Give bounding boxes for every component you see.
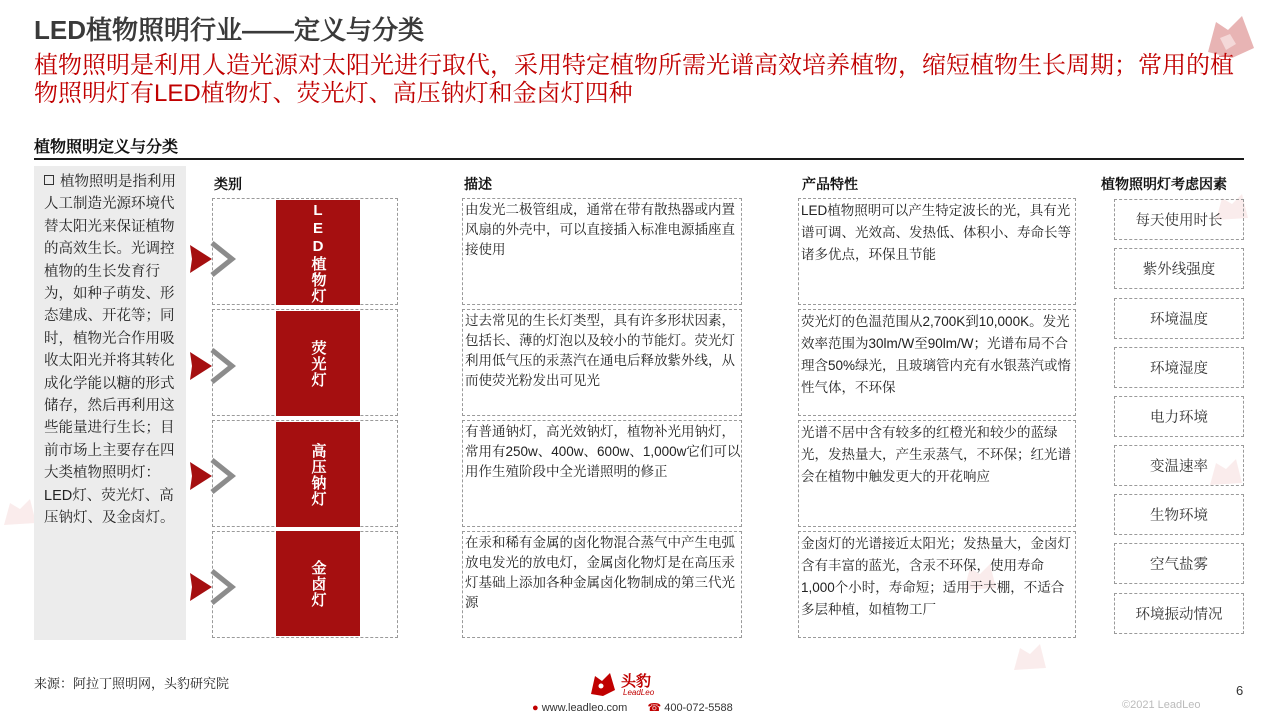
column-header-factors: 植物照明灯考虑因素 bbox=[1101, 176, 1227, 192]
page-subtitle: 植物照明是利用人造光源对太阳光进行取代，采用特定植物所需光谱高效培养植物，缩短植物生长周期；常用的植物照明灯有LED植物灯、荧光灯、高压钠灯和金卤灯四种 bbox=[34, 52, 1234, 107]
features-cell: 光谱不居中含有较多的红橙光和较少的蓝绿光，发热量大，产生汞蒸气，不环保；红光谱会在植物中触发更大的开花响应 bbox=[798, 420, 1076, 527]
logo-text-en: LeadLeo bbox=[623, 688, 655, 697]
chevron-right-icon bbox=[188, 237, 238, 281]
factor-item: 紫外线强度 bbox=[1114, 248, 1244, 289]
category-label: 金卤灯 bbox=[309, 559, 327, 608]
page-number: 6 bbox=[1236, 683, 1244, 698]
globe-icon: ● bbox=[532, 702, 539, 714]
features-cell: 金卤灯的光谱接近太阳光；发热量大，金卤灯含有丰富的蓝光，含汞不环保，使用寿命1,000个小时，寿命短；适用于大棚，不适合多层种植，如植物工厂 bbox=[798, 531, 1076, 638]
features-cell: LED植物照明可以产生特定波长的光，具有光谱可调、光效高、发热低、体积小、寿命长等诸多优点，环保且节能 bbox=[798, 198, 1076, 305]
source-note: 来源：阿拉丁照明网，头豹研究院 bbox=[34, 676, 230, 691]
page-title: LED植物照明行业——定义与分类 bbox=[34, 15, 425, 45]
footer-logo bbox=[588, 670, 688, 698]
description-cell: 有普通钠灯，高光效钠灯，植物补光用钠灯，常用有250w、400w、600w、1,000w它们可以用作生殖阶段中全光谱照明的修正 bbox=[462, 420, 742, 527]
factor-item: 每天使用时长 bbox=[1114, 199, 1244, 240]
column-header-category: 类别 bbox=[214, 176, 242, 192]
chevron-right-icon bbox=[188, 344, 238, 388]
factor-item: 环境温度 bbox=[1114, 298, 1244, 339]
definition-body: 植物照明是指利用人工制造光源环境代替太阳光来保证植物的高效生长。光调控植物的生长发育行为，如种子萌发、形态建成、开花等；同时，植物光合作用吸收太阳光并将其转化成化学能以糖的形式储存，然后再利用这些能量进行生长；目前市场上主要存在四大类植物照明灯：LED灯、荧光灯、高压钠灯、及金卤灯。 bbox=[44, 174, 176, 527]
factor-item: 电力环境 bbox=[1114, 396, 1244, 437]
section-divider bbox=[34, 158, 1244, 160]
chevron-right-icon bbox=[188, 565, 238, 609]
website-link[interactable]: www.leadleo.com bbox=[541, 702, 628, 714]
bullet-square-icon bbox=[44, 175, 54, 185]
description-cell: 由发光二极管组成，通常在带有散热器或内置风扇的外壳中，可以直接插入标准电源插座直接使用 bbox=[462, 198, 742, 305]
category-label: 高压钠灯 bbox=[309, 442, 327, 507]
description-cell: 过去常见的生长灯类型，具有许多形状因素，包括长、薄的灯泡以及较小的节能灯。荧光灯利用低气压的汞蒸汽在通电后释放紫外线，从而使荧光粉发出可见光 bbox=[462, 309, 742, 416]
leopard-logo-icon bbox=[588, 670, 618, 698]
column-header-description: 描述 bbox=[464, 176, 492, 192]
category-bar-hps bbox=[276, 422, 360, 527]
description-cell: 在汞和稀有金属的卤化物混合蒸气中产生电弧放电发光的放电灯，金属卤化物灯是在高压汞灯基础上添加各种金属卤化物制成的第三代光源 bbox=[462, 531, 742, 638]
category-bar-fluorescent bbox=[276, 311, 360, 416]
footer-links bbox=[532, 701, 733, 714]
category-label: 荧光灯 bbox=[309, 339, 327, 388]
definition-text bbox=[44, 171, 184, 530]
column-header-features: 产品特性 bbox=[802, 176, 858, 192]
phone-icon: ☎ bbox=[647, 702, 662, 714]
watermark-logo-icon bbox=[1010, 640, 1050, 676]
section-label: 植物照明定义与分类 bbox=[34, 139, 179, 156]
logo-text-cn: 头豹 bbox=[621, 673, 652, 690]
features-cell: 荧光灯的色温范围从2,700K到10,000K。发光效率范围为30lm/W至90lm/W；光谱布局不合理含50%绿光，且玻璃管内充有水银蒸汽或惰性气体，不环保 bbox=[798, 309, 1076, 416]
phone-number: 400-072-5588 bbox=[664, 702, 733, 714]
factor-item: 环境振动情况 bbox=[1114, 593, 1244, 634]
factor-item: 空气盐雾 bbox=[1114, 543, 1244, 584]
category-bar-metal-halide bbox=[276, 531, 360, 636]
category-label: LED植物灯 bbox=[309, 201, 327, 304]
factor-item: 生物环境 bbox=[1114, 494, 1244, 535]
factor-item: 变温速率 bbox=[1114, 445, 1244, 486]
category-bar-led bbox=[276, 200, 360, 305]
chevron-right-icon bbox=[188, 454, 238, 498]
copyright: ©2021 LeadLeo bbox=[1122, 699, 1201, 711]
factor-item: 环境湿度 bbox=[1114, 347, 1244, 388]
